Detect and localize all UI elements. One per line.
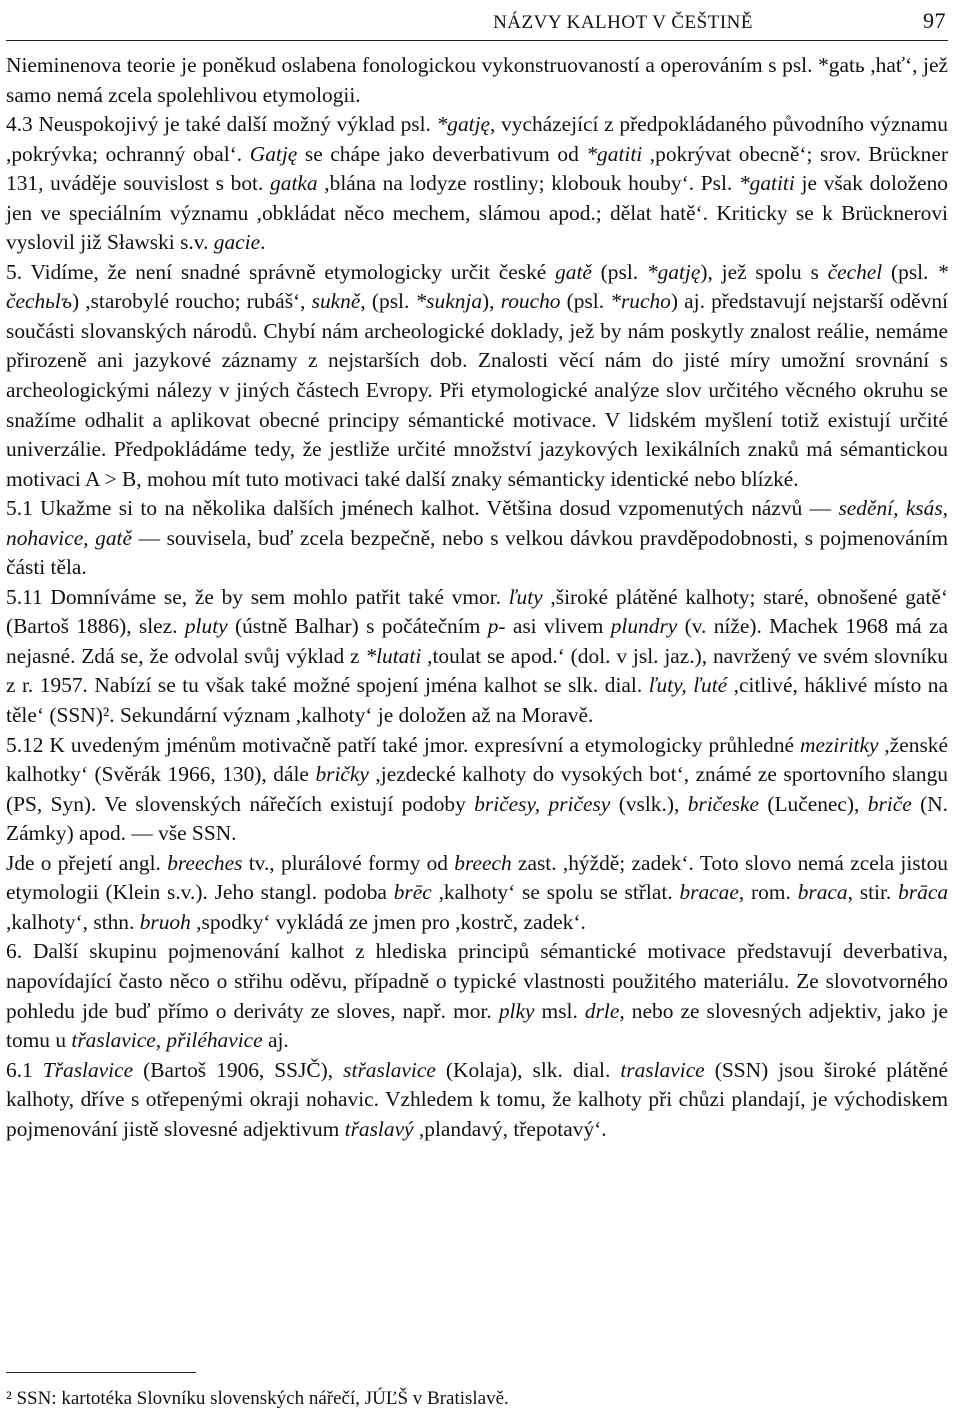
text-run: (vslk.), (610, 791, 688, 816)
italic-term: třaslavý (344, 1116, 414, 1141)
paragraph (6, 849, 948, 938)
text-run: (Lučenec), (758, 791, 868, 816)
text-run: (N. Zámky) apod. — vše SSN. (6, 791, 949, 846)
text-run: ,jezdecké kalhoty do vysokých bot‘, známé ze sportovního slangu (PS, Syn). Ve slovenských nářečích existují podoby (6, 762, 948, 816)
italic-term: briče (867, 791, 912, 816)
text-run: (psl. (560, 289, 611, 314)
italic-term: roucho (500, 289, 561, 314)
italic-term: gatka (270, 171, 318, 196)
italic-term: traslavice (620, 1057, 705, 1082)
italic-term: *gatiti (586, 141, 643, 166)
text-run: 4.3 Neuspokojivý je také další možný výklad psl. (6, 112, 437, 137)
text-run: — souvisela, buď zcela bezpečně, nebo s velkou dávkou pravděpodobnosti, s pojmenováním části těla. (6, 525, 948, 580)
text-run: ,plandavý, třepotavý‘. (413, 1116, 607, 1141)
text-run: ), (482, 289, 501, 314)
text-run: ,široké plátěné kalhoty; staré, obnošené gatě‘ (Bartoš 1886), slez. (6, 584, 948, 639)
italic-term: pluty (184, 614, 228, 639)
text-run: ,ženské kalhotky‘ (Svěrák 1966, 130), dále (6, 732, 948, 787)
italic-term: třaslavice, přiléhavice (71, 1028, 263, 1053)
italic-term: Třaslavice (42, 1057, 134, 1082)
italic-term: Gatję (249, 141, 298, 166)
italic-term: sedění, ksás, nohavice, gatě (6, 496, 949, 550)
text-run: ,citlivé, háklivé místo na těle‘ (SSN)². Sekundární význam ,kalhoty‘ je doložen až na Moravě. (6, 673, 948, 728)
paragraph (6, 937, 948, 1055)
text-run: je však doloženo jen ve speciálním významu ,obkládat něco mechem, slámou apod.; dělat hatě‘. Kriticky se k Brücknerovi vyslovil již Sławski s.v. (6, 171, 948, 255)
header-rule (6, 40, 948, 41)
text-run: , (psl. (360, 289, 416, 314)
italic-term: *gatję (646, 259, 701, 284)
text-run: 5.1 Ukažme si to na několika dalších jménech kalhot. Většina dosud vzpomenutých názvů — (6, 496, 839, 521)
italic-term: gatě (555, 259, 592, 284)
text-run: ,kalhoty‘, sthn. (6, 909, 140, 934)
text-run: , nebo ze slovesných adjektiv, jako je tomu u (6, 998, 949, 1053)
italic-term: braca (797, 880, 848, 905)
paragraph (6, 110, 948, 258)
italic-term: *gatiti (738, 171, 795, 196)
text-run: ,toulat se apod.‘ (dol. v jsl. jaz.), navržený ve svém slovníku z r. 1957. Nabízí se tu však také možné spojení jména kalhot se slk. dial. (6, 643, 948, 698)
text-run: ,pokrývat obecně‘; srov. Brückner 131, uváděje souvislost s bot. (6, 141, 948, 196)
text-run: ), jež spolu s (700, 259, 828, 284)
italic-term: *gatję (436, 112, 491, 137)
text-run: (Bartoš 1906, SSJČ), (133, 1057, 344, 1082)
italic-term: p- (487, 614, 506, 639)
text-run: Jde o přejetí angl. (6, 850, 168, 875)
text-run: 5.11 Domníváme se, že by sem mohlo patřit také vmor. (6, 584, 509, 609)
footnote-rule (6, 1372, 196, 1373)
text-run: , rom. (738, 880, 798, 905)
text-run: ) aj. představují nejstarší oděvní součásti slovanských národů. Chybí nám archeologické doklady, jež by nám poskytly znalost reálie, nemáme přirozeně ani jazykové záznamy z nejstarších dob. Znalosti věcí nám do jisté míry umožní srovnání s archeologickými nálezy v jiných částech Evropy. Při etymologické analýze slov určitého věcného okruhu se snažíme odhalit a aplikovat obecné principy sémantické motivace. V lidském myšlení totiž existují určité univerzálie. Předpokládáme tedy, že jestliže určité množství jazykových lexikálních znaků má sémantickou motivaci A > B, mohou mít tuto motivaci také další znaky sémanticky identické nebo blízké. (6, 289, 948, 491)
text-run: asi vlivem (505, 614, 611, 639)
text-run: ) ,starobylé roucho; rubáš‘, (71, 289, 312, 314)
text-run: (v. níže). Machek 1968 má za nejasné. Zdá se, že odvolal svůj výklad z (6, 614, 948, 668)
italic-term: plky (498, 998, 535, 1023)
italic-term: breeches (167, 850, 243, 875)
running-title: NÁZVY KALHOT V ČEŠTINĚ (493, 12, 753, 33)
paragraph (6, 583, 948, 731)
text-run: zast. ,hýždě; zadek‘. Toto slovo nemá zcela jistou etymologii (Klein s.v.). Jeho stangl. podoba (6, 850, 948, 905)
text-run: , stir. (847, 880, 899, 905)
italic-term: brāca (898, 880, 949, 905)
text-run: msl. (534, 998, 585, 1023)
paragraph (6, 731, 948, 849)
italic-term: *rucho (610, 289, 671, 314)
italic-term: breech (454, 850, 512, 875)
text-run: Nieminenova teorie je poněkud oslabena fonologickou vykonstruovaností a operováním s psl. *gatь ,hať‘, jež samo nemá zcela spolehlivou etymologii. (6, 53, 948, 107)
italic-term: meziritky (800, 732, 879, 757)
footnote: ² SSN: kartotéka Slovníku slovenských nářečí, JÚĽŠ v Bratislavě. (6, 1388, 509, 1409)
italic-term: bričeske (687, 791, 759, 816)
italic-term: bracae (679, 880, 739, 905)
italic-term: bričesy, pričesy (474, 791, 611, 816)
text-run: aj. (262, 1028, 289, 1053)
paragraph (6, 1056, 948, 1145)
italic-term: drle (584, 998, 620, 1023)
italic-term: bruoh (139, 909, 191, 934)
text-run: (psl. (882, 259, 938, 284)
italic-term: ľuty (508, 584, 543, 609)
italic-term: brēc (393, 880, 432, 905)
italic-term: *lutati (365, 643, 422, 668)
italic-term: ľuty, ľuté (648, 673, 728, 698)
italic-term: gacie (213, 230, 261, 255)
text-run: se chápe jako deverbativum od (297, 141, 587, 166)
running-head (6, 0, 948, 40)
paragraph (6, 494, 948, 583)
italic-term: bričky (315, 762, 369, 787)
text-run: 5.12 K uvedeným jménům motivačně patří také jmor. expresívní a etymologicky průhledné (6, 732, 801, 757)
paragraph (6, 51, 948, 110)
text-run: 6.1 (6, 1057, 43, 1082)
italic-term: střaslavice (343, 1057, 436, 1082)
body-text (6, 51, 948, 1144)
text-run: , vycházející z předpokládaného původního významu ,pokrývka; ochranný obal‘. (6, 112, 948, 166)
italic-term: *suknja (415, 289, 483, 314)
page-number: 97 (923, 8, 946, 33)
text-run: ,blána na lodyze rostliny; klobouk houby‘. Psl. (317, 171, 739, 196)
text-run: (SSN) jsou široké plátěné kalhoty, dříve s otřepenými okraji nohavic. Vzhledem k tomu, že kalhoty při chůzi plandají, je východiskem pojmenování jistě slovesné adjektivum (6, 1057, 948, 1141)
italic-term: plundry (610, 614, 678, 639)
text-run: . (260, 230, 266, 255)
text-run: ,kalhoty‘ se spolu se střlat. (431, 880, 680, 905)
italic-term: sukně (311, 289, 361, 314)
text-run: tv., plurálové formy od (242, 850, 455, 875)
italic-term: čechel (827, 259, 883, 284)
paragraph (6, 258, 948, 494)
text-run: 6. Další skupinu pojmenování kalhot z hlediska principů sémantické motivace představují deverbativa, napovídající často něco o střihu oděvu, případně o typické vlastnosti použitého materiálu. Ze slovotvorného pohledu jde buď přímo o deriváty ze sloves, např. mor. (6, 939, 948, 1023)
text-run: (psl. (591, 259, 647, 284)
text-run: 5. Vidíme, že není snadné správně etymologicky určit české (6, 259, 556, 284)
text-run: (Kolaja), slk. dial. (435, 1057, 621, 1082)
text-run: (ústně Balhar) s počátečním (227, 614, 488, 639)
text-run: ,spodky‘ vykládá ze jmen pro ,kostrč, zadek‘. (190, 909, 586, 934)
italic-term: * čechьlъ (6, 259, 948, 314)
